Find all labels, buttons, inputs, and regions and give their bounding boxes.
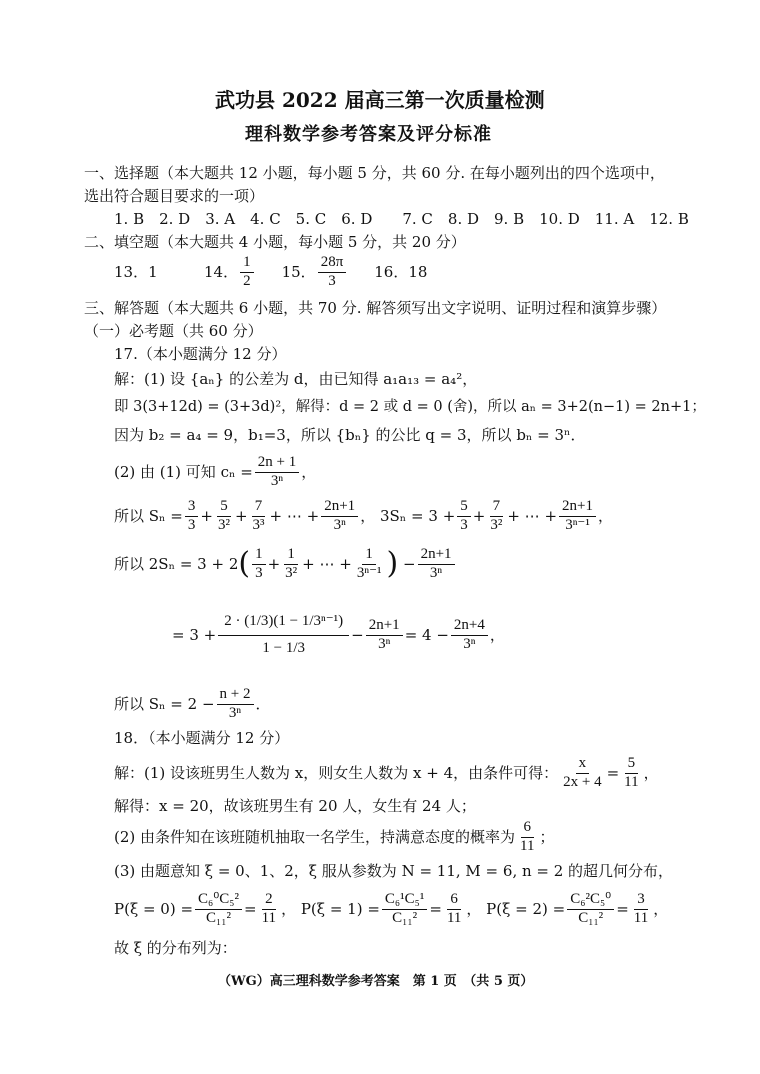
answer-15-fraction: $\frac{28\pi}{3}$ (318, 254, 347, 290)
section3-subheading: （一）必考题（共 60 分） (84, 322, 263, 340)
answer-14-fraction: $\frac{1}{2}$ (240, 254, 254, 290)
big-fraction: $\frac{\text{2 · (1/3)(1 − 1/3ⁿ⁻¹)}}{1 - 1/3}$ (218, 609, 349, 661)
q18-part2: (2) 由条件知在该班随机抽取一名学生，持满意态度的概率为 $\frac{6}{11}$ ； (114, 819, 555, 854)
section1-heading-cont: 选出符合题目要求的一项） (84, 187, 265, 205)
q18-last: 故 ξ 的分布列为： (114, 939, 237, 957)
answer-15-label: 15． (281, 263, 316, 281)
q18-line2: 解得：x = 20，故该班男生有 20 人，女生有 24 人； (114, 797, 476, 815)
q17-equation: = 3 + $\frac{\text{2 · (1/3)(1 − 1/3ⁿ⁻¹)}}{1 - 1/3}$ − $\frac{2n+1}{\text{3ⁿ}}$ = 4 − $\frac{2n+4}{\text{3ⁿ}}$ ， (172, 592, 505, 678)
q18-line1: 解：(1) 设该班男生人数为 x，则女生人数为 x + 4，由条件可得： $\frac{x}{2x + 4}$ = $\frac{5}{11}$ ， (114, 755, 659, 790)
page-footer: （WG）高三理科数学参考答案 第 1 页 （共 5 页） (218, 974, 534, 989)
section1-heading: 一、选择题（本大题共 12 小题，每小题 5 分，共 60 分. 在每小题列出的四个选项中， (84, 164, 665, 182)
q17-result: 所以 Sₙ = 2 − $\frac{n + 2}{\text{3ⁿ}}$ ． (114, 686, 271, 721)
answer-14-label: 14． (204, 263, 239, 281)
document-title: 武功县 2022 届高三第一次质量检测 (215, 88, 545, 112)
document-subtitle: 理科数学参考答案及评分标准 (245, 124, 492, 145)
q17-line3: 因为 b₂ = a₄ = 9，b₁=3，所以 {bₙ} 的公比 q = 3，所以 bₙ = 3ⁿ． (114, 426, 586, 444)
section2-heading: 二、填空题（本大题共 4 小题，每小题 5 分，共 20 分） (84, 233, 466, 251)
q18-part3: (3) 由题意知 ξ = 0、1、2，ξ 服从参数为 N = 11, M = 6, n = 2 的超几何分布， (114, 862, 674, 880)
answer-13: 13．1 (114, 263, 158, 281)
answer-16: 16．18 (374, 263, 428, 281)
q17-line1: 解：(1) 设 {aₙ} 的公差为 d，由已知得 a₁a₁₃ = a₄²， (114, 370, 478, 388)
q17-2sn-line: 所以 2Sₙ = 3 + 2 ( $\frac{1}{3}$ + $\frac{1}{\text{3²}}$ + ⋯ + $\frac{1}{\text{3ⁿ⁻¹}}$ ) − $\frac{2n+1}{\text{3ⁿ}}$ (114, 540, 457, 588)
q17-title: 17.（本小题满分 12 分） (114, 345, 287, 363)
fill-answers (114, 252, 427, 292)
q18-title: 18．（本小题满分 12 分） (114, 729, 290, 747)
q18-probabilities: P(ξ = 0) = $\frac{\text{C₆⁰C₅²}}{\text{C₁₁²}}$ = $\frac{2}{11}$ ， P(ξ = 1) = $\frac{\text{C₆¹C₅¹}}{\text{C₁₁²}}$ = $\frac{6}{11}$ ， P(ξ = 2) = $\frac{\text{C₆²C₅⁰}}{\text{C₁₁²}}$ = $\frac{3}{11}$ ， (114, 891, 669, 926)
q17-part2: (2) 由 (1) 可知 cₙ = $\frac{2n + 1}{\text{3ⁿ}}$ ， (114, 454, 317, 489)
cn-fraction: $\frac{2n + 1}{\text{3ⁿ}}$ (255, 454, 299, 490)
section3-heading: 三、解答题（本大题共 6 小题，共 70 分. 解答须写出文字说明、证明过程和演算步骤） (84, 299, 667, 317)
choice-answers: 1. B 2. D 3. A 4. C 5. C 6. D 7. C 8. D 9. B 10. D 11. A 12. B (114, 210, 689, 228)
q17-sn-line: 所以 Sₙ = $\frac{3}{3}$ + $\frac{5}{\text{3²}}$ + $\frac{7}{\text{3³}}$ + ⋯ + $\frac{2n+1}{\text{3ⁿ}}$ ， 3Sₙ = 3 + $\frac{5}{3}$ + $\frac{7}{\text{3²}}$ + ⋯ + $\frac{2n+1}{\text{3ⁿ⁻¹}}$ ， (114, 498, 614, 533)
q17-line2: 即 3(3+12d) = (3+3d)²，解得：d = 2 或 d = 0 (舍)，所以 aₙ = 3+2(n−1) = 2n+1； (114, 399, 706, 415)
